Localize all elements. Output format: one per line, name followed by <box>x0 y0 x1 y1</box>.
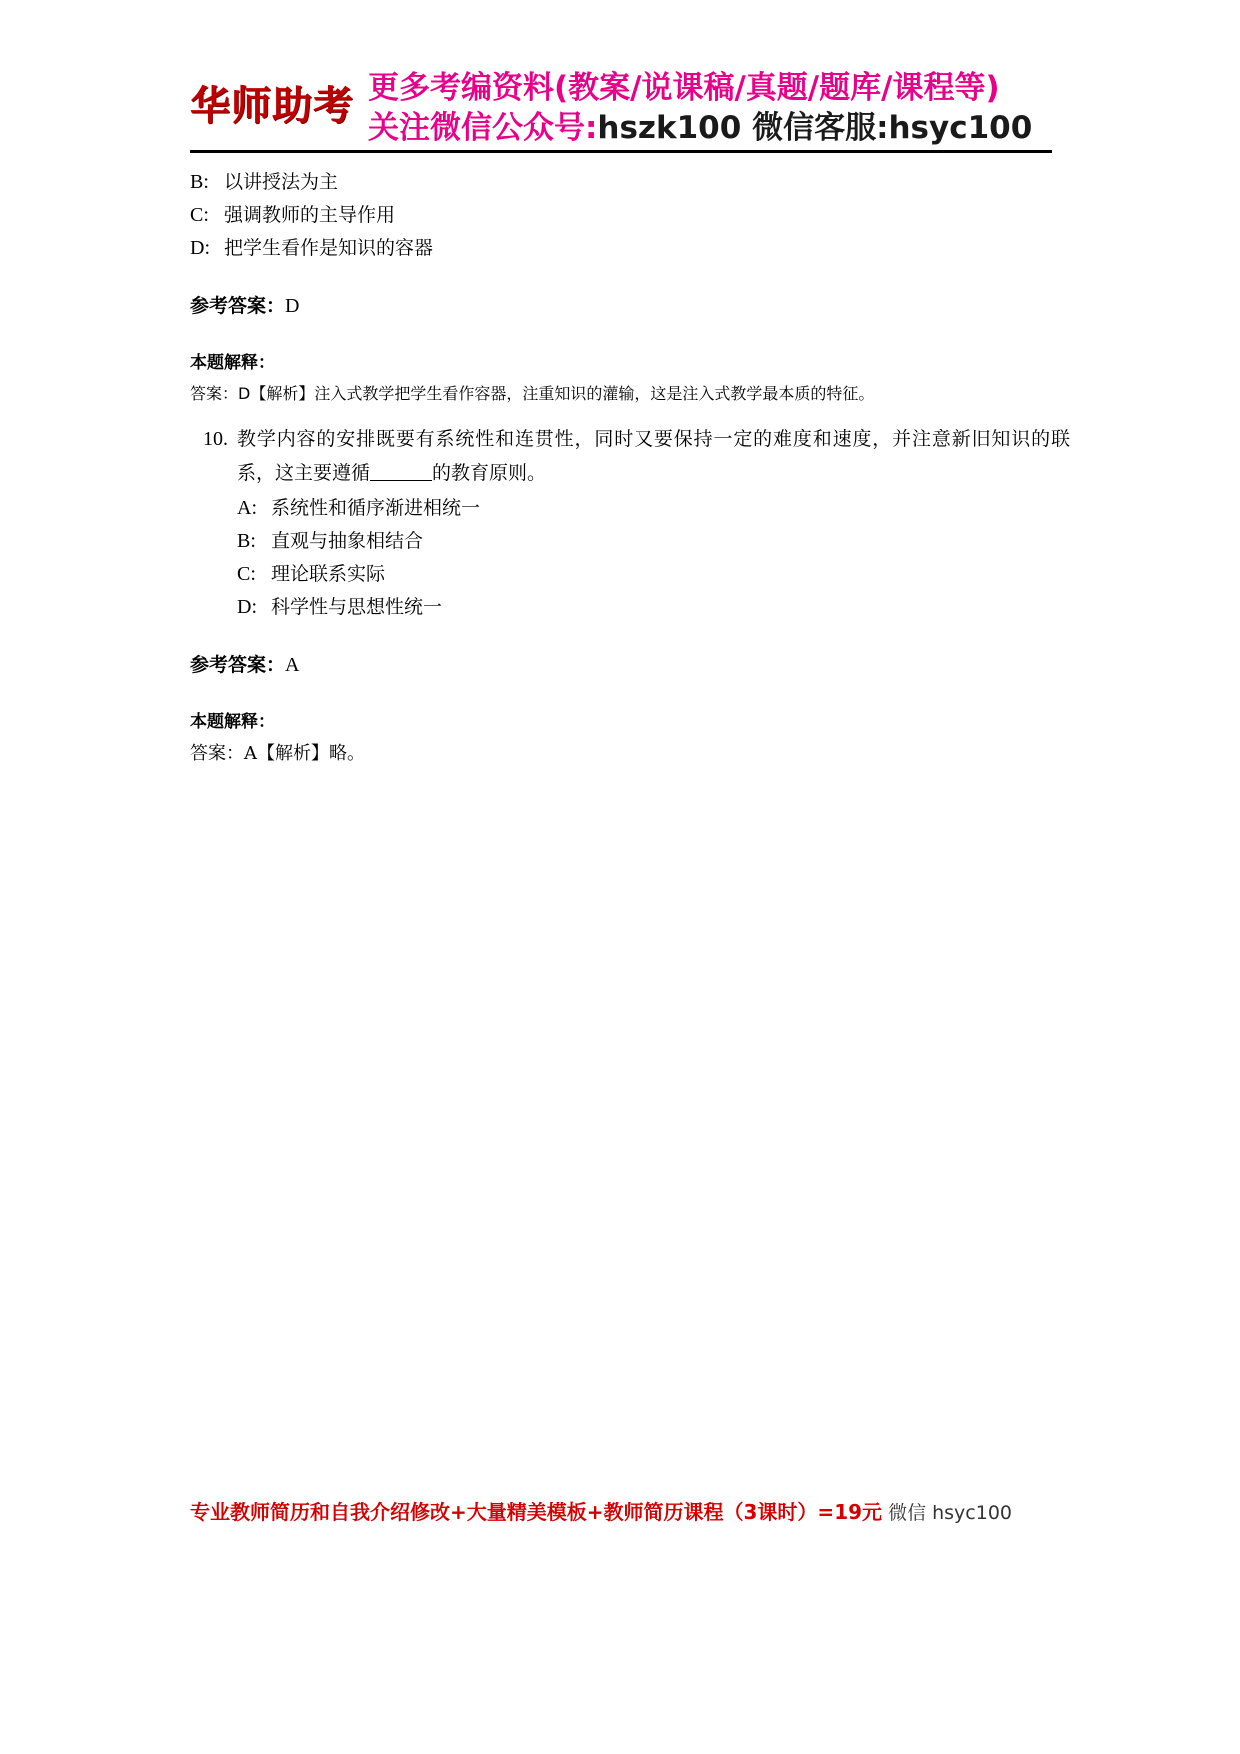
answer-label: 参考答案： <box>190 654 286 676</box>
option-text: 强调教师的主导作用 <box>224 204 396 226</box>
fill-in-blank <box>370 480 432 481</box>
question-10-explanation-title: 本题解释： <box>190 712 275 732</box>
option-row <box>190 232 1070 265</box>
banner-subline-contacts: hszk100 微信客服:hsyc100 <box>597 110 1033 146</box>
option-text: 系统性和循序渐进相统一 <box>271 497 481 519</box>
question-10-answer <box>190 651 1070 680</box>
answer-value: A <box>285 654 300 676</box>
option-row <box>237 492 1070 525</box>
brand-logo: 华师助考 <box>190 83 354 129</box>
option-text: 以讲授法为主 <box>224 171 339 193</box>
option-label: C: <box>190 204 209 226</box>
question-10 <box>190 422 1070 624</box>
document-body <box>190 166 1070 767</box>
header-divider <box>190 150 1052 153</box>
question-9-answer <box>190 292 1070 321</box>
answer-value: D <box>285 295 300 317</box>
option-text: 理论联系实际 <box>271 563 386 585</box>
question-stem-part1: 教学内容的安排既要有系统性和连贯性，同时又要保持一定的难度和速度，并注意新旧知识的联系，这主要遵循 <box>237 428 1070 484</box>
banner-subline-prefix: 关注微信公众号: <box>368 110 598 146</box>
option-text: 直观与抽象相结合 <box>271 530 424 552</box>
option-text: 把学生看作是知识的容器 <box>224 237 434 259</box>
option-row <box>237 591 1070 624</box>
option-label: A: <box>237 497 257 519</box>
question-10-explanation-text: 答案：A【解析】略。 <box>190 743 365 764</box>
option-label: D: <box>237 596 257 618</box>
banner-headline: 更多考编资料(教案/说课稿/真题/题库/课程等) <box>368 70 1000 106</box>
question-9-options <box>190 166 1070 265</box>
option-label: D: <box>190 237 210 259</box>
footer-promo <box>190 1496 1070 1525</box>
question-stem-part2: 的教育原则。 <box>432 462 547 484</box>
option-row <box>190 166 1070 199</box>
promo-banner <box>190 62 1055 148</box>
footer-promo-contact: 微信 hsyc100 <box>882 1502 1013 1524</box>
question-stem <box>237 422 1070 490</box>
option-row <box>237 525 1070 558</box>
question-content <box>237 422 1070 624</box>
footer-promo-main: 专业教师简历和自我介绍修改+大量精美模板+教师简历课程（3课时）=19元 <box>190 1500 883 1524</box>
question-9-explanation-text: 答案：D【解析】注入式教学把学生看作容器，注重知识的灌输，这是注入式教学最本质的特征。 <box>190 384 875 403</box>
option-label: B: <box>237 530 256 552</box>
banner-subline <box>368 102 1032 147</box>
question-9-explanation-title: 本题解释： <box>190 353 275 373</box>
question-10-options <box>237 492 1070 624</box>
question-number: 10. <box>203 428 228 450</box>
option-text: 科学性与思想性统一 <box>271 596 443 618</box>
option-row <box>190 199 1070 232</box>
option-row <box>237 558 1070 591</box>
option-label: B: <box>190 171 209 193</box>
answer-label: 参考答案： <box>190 295 286 317</box>
option-label: C: <box>237 563 256 585</box>
